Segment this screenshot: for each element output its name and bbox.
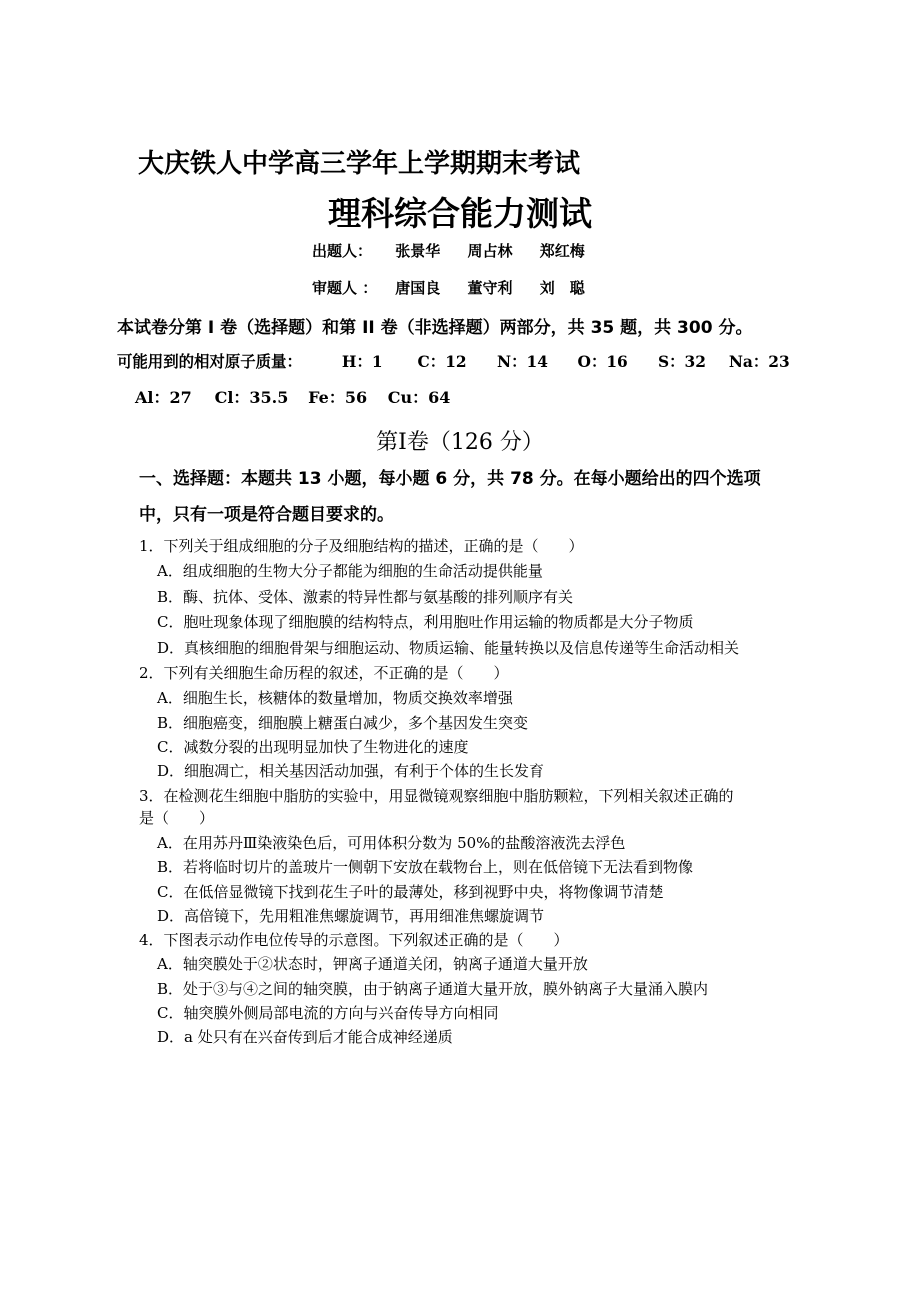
question-stem: 2．下列有关细胞生命历程的叙述，不正确的是（ ） <box>139 664 509 682</box>
question-option: B．细胞癌变，细胞膜上糖蛋白减少，多个基因发生突变 <box>157 714 529 732</box>
reviewer-name: 刘 聪 <box>539 279 585 297</box>
atomic-mass-label: 可能用到的相对原子质量： <box>117 352 302 371</box>
question-option: D．a 处只有在兴奋传到后才能合成神经递质 <box>157 1028 453 1046</box>
atomic-mass-item: Na：23 <box>728 352 790 371</box>
question-option: D．细胞凋亡，相关基因活动加强，有利于个体的生长发育 <box>157 762 545 780</box>
question-stem: 1．下列关于组成细胞的分子及细胞结构的描述，正确的是（ ） <box>139 537 584 555</box>
question-option: D．真核细胞的细胞骨架与细胞运动、物质运输、能量转换以及信息传递等生命活动相关 <box>157 639 740 657</box>
reviewers-label: 审题人 ： <box>312 279 378 297</box>
part-title: 第Ⅰ卷（126 分） <box>376 430 544 455</box>
author-name: 张景华 <box>395 242 441 260</box>
question-option: C．在低倍显微镜下找到花生子叶的最薄处，移到视野中央，将物像调节清楚 <box>157 883 664 901</box>
reviewer-name: 唐国良 <box>395 279 441 297</box>
question-stem: 4．下图表示动作电位传导的示意图。下列叙述正确的是（ ） <box>139 931 569 949</box>
question-option: B．酶、抗体、受体、激素的特异性都与氨基酸的排列顺序有关 <box>157 588 574 606</box>
question-option: C．胞吐现象体现了细胞膜的结构特点，利用胞吐作用运输的物质都是大分子物质 <box>157 613 694 631</box>
atomic-mass-item: H：1 <box>341 352 383 371</box>
section-heading: 一、选择题：本题共 13 小题，每小题 6 分，共 78 分。在每小题给出的四个选项中，只有一项是符合题目要求的。 <box>139 469 761 525</box>
atomic-mass-item: C：12 <box>417 352 467 371</box>
authors-line <box>312 240 585 261</box>
question-option: C．减数分裂的出现明显加快了生物进化的速度 <box>157 738 469 756</box>
authors-label: 出题人： <box>312 242 373 260</box>
atomic-mass-line-1 <box>117 349 790 372</box>
atomic-mass-item: Cu：64 <box>387 388 451 407</box>
question-option: A．细胞生长，核糖体的数量增加，物质交换效率增强 <box>157 689 513 707</box>
atomic-mass-item: Al：27 <box>135 388 192 407</box>
author-name: 郑红梅 <box>539 242 585 260</box>
question-stem: 3．在检测花生细胞中脂肪的实验中，用显微镜观察细胞中脂肪颗粒，下列相关叙述正确的 <box>139 787 734 805</box>
school-title: 大庆铁人中学高三学年上学期期末考试 <box>138 149 581 179</box>
atomic-mass-item: Cl：35.5 <box>214 388 289 407</box>
atomic-mass-line-2 <box>135 385 450 408</box>
question-option: A．在用苏丹Ⅲ染液染色后，可用体积分数为 50%的盐酸溶液洗去浮色 <box>157 834 626 852</box>
atomic-mass-item: N：14 <box>497 352 548 371</box>
exam-title: 理科综合能力测试 <box>328 194 592 233</box>
question-option: A．轴突膜处于②状态时，钾离子通道关闭，钠离子通道大量开放 <box>157 955 588 973</box>
question-option: B．若将临时切片的盖玻片一侧朝下安放在载物台上，则在低倍镜下无法看到物像 <box>157 858 694 876</box>
question-option: B．处于③与④之间的轴突膜，由于钠离子通道大量开放，膜外钠离子大量涌入膜内 <box>157 980 709 998</box>
exam-structure: 本试卷分第 I 卷（选择题）和第 II 卷（非选择题）两部分，共 35 题，共 300 分。 <box>117 318 753 338</box>
atomic-mass-item: Fe：56 <box>308 388 368 407</box>
atomic-mass-item: S：32 <box>657 352 706 371</box>
author-name: 周占林 <box>467 242 513 260</box>
question-option: A．组成细胞的生物大分子都能为细胞的生命活动提供能量 <box>157 562 543 580</box>
reviewers-line <box>312 277 585 298</box>
question-option: D．高倍镜下，先用粗准焦螺旋调节，再用细准焦螺旋调节 <box>157 907 545 925</box>
question-stem: 是（ ） <box>139 809 215 827</box>
question-option: C．轴突膜外侧局部电流的方向与兴奋传导方向相同 <box>157 1004 499 1022</box>
atomic-mass-item: O：16 <box>577 352 628 371</box>
reviewer-name: 董守利 <box>467 279 513 297</box>
